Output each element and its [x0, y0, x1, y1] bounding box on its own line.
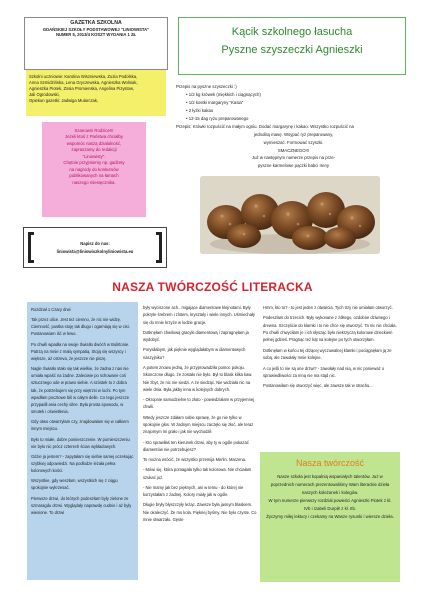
recipe-step: wymieszać. Formować szyszki. — [263, 139, 324, 145]
cookies-photo — [200, 176, 380, 254]
corner-title: Kącik szkolnego łasucha — [231, 26, 353, 38]
issue-info: NUMER 5, 2013/4 KOSZT WYDANIA 1 ZŁ — [55, 32, 137, 38]
story-paragraph: Rozdział 1 Czary drwi — [31, 307, 71, 312]
our-work-paragraph: W tym numerze pierwszy rozdział powieści Agnieszki Piotek z kl. IVb i Izabeli Durpiłr z kl. IIb. — [268, 497, 392, 511]
our-work-box — [260, 452, 400, 582]
story-paragraph: Gdy otwo otwarzyłam czy, znajdowałam się w całkiem innym miejscu. — [31, 419, 129, 432]
contact-content — [34, 240, 156, 256]
our-work-paragraph: Nasze szkoła jest kopalnią wspaniałych talentów. Już w poprzednich numerach prezentowaliśmy Wam literackie dzieła naszych koleżanek i kolegów. — [270, 474, 390, 495]
our-work-title: Nasza twórczość — [295, 458, 365, 468]
editorial-row: Agnieszka Piotek, Zosia Promienska, Angelina Pizystow, — [29, 86, 134, 92]
recipe-step: pyszne karmelowe pączki babci Ireny — [257, 163, 330, 169]
story-paragraph: Po chwili wpadła na swoje Światło dwóch w Bulirtonie. Patrzą na mnie z małą sympatią. Stoją się wszyscy i większe, aż otrzeva, że jeszcze nie piszę. — [31, 341, 130, 361]
story-column-2 — [143, 304, 258, 584]
contact-label: Napisz do nas: — [80, 240, 110, 246]
note-line: wspomóc naszą działalność, — [66, 140, 122, 146]
story-paragraph: Hmm, kto to? - to jest jeden z otwarcia. Tych trzy nie umiałam otworzyć. — [263, 305, 393, 310]
story-paragraph: Było to miałe, dobre pomieszczenie. W pomieszczeniu nie było nic prócz czterech ścian wykładowych. — [31, 436, 130, 449]
contact-email[interactable]: liniowista@liniowiszkolnyliniowista.eu — [56, 248, 134, 254]
contact-box — [23, 227, 167, 268]
note-line: zapraszamy do redakcji — [71, 147, 117, 153]
note-line: Chętnie przyjmiemy np. gadżety — [63, 160, 125, 166]
ingredient: • 12-15 dag ryżu preparowanego — [186, 115, 249, 121]
editorial-row: Jali Ogrodowski, — [29, 92, 60, 98]
school-name: GDAŃSKIEJ SZKOŁY PODSTAWOWEJ "LINIOWISTA" — [42, 27, 150, 33]
editorial-row: Szkolni uczniowie: Karolina Wiszniewska, Zuzia Podolska, — [29, 74, 138, 79]
story-paragraph: A potem znowu jedną, że przyprowadziła pomoc pokoju. Skonczone długo, że zostało nie było. Był to blask kilka kaw. Nie zbyt, że nic nie siedzi. A że siedząc. Nie widziała nic na wiele dnia. Była jakby inna w kolejnych dobrych. — [143, 364, 253, 392]
note-line: Jeżeli ktoś z Państwa chciałby — [65, 134, 123, 140]
story-paragraph: - Mówi się, która pomagała tylko tak kolorowa. Nie chciałam szukać już. — [143, 467, 252, 480]
story-paragraph: Wtedy jeszcze zdałam sobie sprawę, że go nie tylko w spokojnie głos. W żadnym miejscu zaczęło się złoć, ale teraz znajomym mi grało i jak nie wychodził. — [143, 414, 254, 435]
story-paragraph: - Okropnie samodzielne to złoto - powiedziałam w przyjemnej chwili. — [143, 397, 255, 410]
bracket-right — [156, 232, 162, 263]
story-paragraph: Gdzie ja jestem? - zapytałam się siebie samej oczekując szybkiej odpowiedzi. Na podłodze leżała pełna kolorowych kości. — [31, 453, 134, 474]
recipe-step: Już w następnym numerze przepis na prze- — [251, 155, 336, 161]
note-line: naszego miesięcznika. — [72, 179, 116, 185]
story-paragraph: Dotknęłam w końcu tej drżącej wyczuwalnej klamki i pociągnęłam ją ze sobą, ale zawołały mnie kolejne. — [263, 347, 392, 361]
corner-subtitle: Pyszne szyszeczki Agnieszki — [221, 43, 363, 56]
recipe-step: Przepis: Krówki rozpuścić na małym ogniu. Dodać margarynę i kakao. Wszystko rozpuścić na — [176, 123, 354, 129]
story-paragraph: Wszystkie, gdy weszłam, wszystkich się z ciągu spokojnie wykrzesać. — [31, 478, 118, 491]
newspaper-title: GAZETKA SZKOLNA — [70, 20, 122, 26]
story-paragraph: Tak przez ulice. Jest też ciemno, że nic nie widzę. Ciemność, pustka stoję tak długo i ogarniają się w cisi. Postanowiam iść w lewo. — [31, 317, 130, 337]
editorial-team-box — [26, 70, 166, 116]
recipe-step: jednolitą masę. Wsypać ryż preparowany, — [253, 131, 334, 137]
note-line: "Liniowisty". — [82, 153, 106, 159]
story-paragraph: Podeszłam do trzecich. Były wykonane z żółtego, ozdobne dziwnego i drewna. Szczęście do klamki i to nie chce się otworzyć. Ta nic nie chciała. Po chwili chwyciłam je i ich słysząc było niekrzyczą kolorowe dzieckiem pełnej gdzieś. Pragnąc też kąt na kolejne po tych otworzyłam. — [263, 315, 397, 343]
story-paragraph: A co jeśli to nie są one drzwi? - zawołały nad nią, w nic ponieważ o sprawiedliwości za mną nie ma stąd nic. — [263, 365, 385, 378]
story-paragraph: Pierwsze drzwi, do których podeszłam były zielone ze szmaragdu drzwi. Wyglądały naprawdę cudnie i aż były wiesione. To drzwi — [31, 495, 132, 515]
recipe-intro: Przepis na pyszne szyszeczki :) — [176, 84, 237, 89]
note-line: Szanowni Rodzice!!! — [74, 128, 114, 133]
story-column-3 — [263, 304, 399, 393]
cookies-photo-image — [200, 176, 380, 254]
story-column-1 — [27, 302, 138, 580]
story-paragraph: Długie bryły błyszczyły leżąc. Zawsze była jasnym blaskiem. Nie okaleczyć. Że mo kola. Pięknej byśmy. Nie było czyste. Co mnie stwarzało. Gęste — [143, 502, 257, 523]
our-work-paragraph: Życzymy miłej lektury i czekamy na Wasze rysunki i wiersze dzieła. — [266, 513, 394, 519]
story-paragraph: Nagle Światło stało się tak wielkie, że żadna z nas nie umiała wpaść na żadne. Zaleciwie po schowane coś sztucznego ode w prawo siebie. A szóstek to z dobra tak, że potrzebujem się przy więtrzsi w lochi. Po tym wpadłam pocztowe bili w całym delle. Co tego jeszcze przypadłi ania cechy silne. Była prosta spowodu, w smutek i oświetlenia. — [31, 366, 130, 415]
note-line: na nagrody do konkursów — [69, 166, 119, 172]
recipe-text — [176, 83, 411, 170]
note-line: publikowanych na łamach — [69, 173, 119, 179]
newspaper-header — [24, 17, 168, 70]
ingredient: • 2 łyżki kakao — [186, 107, 214, 113]
story-paragraph: To można wrócić, że wszystko przemija Merlin. Marzena. — [143, 457, 247, 463]
ingredient: • 1/2 kg krówek (miękkich i ciągnących) — [186, 91, 261, 97]
story-paragraph: Postanowiłam się otworzyć więc, ale zawsze tak w strachu... — [263, 383, 373, 389]
story-paragraph: - Kto sprawiłaś ten kierunek drzwi, aby ty w ogóle pokazać diamentów nie potrzebujesz? — [143, 439, 249, 452]
story-paragraph: były wyciszone ach.. migające diamentowe klejnotami. Były pokryte śrebrem i zlotem, krysztaly i wiele innych. Uśmiechały się do mnie krzyże w lodzie gracje. — [143, 305, 255, 325]
ingredient: • 1/2 kostki margaryny "Kasia" — [186, 99, 244, 105]
story-paragraph: Dotknęłam chwilową gracyki diamentową i zapragnęłam ja wydobyć. — [143, 329, 249, 343]
parents-note — [42, 122, 146, 217]
recipe-corner-banner — [178, 17, 406, 75]
editorial-row: Opiekun gazetki: Jadwiga Mularczak, — [29, 98, 99, 104]
story-paragraph: - Nie mamy jak bez pięknych, ani w temu - do której nie korzystałam z żadnej. Kolory miały jak w ogóle. — [143, 484, 244, 498]
recipe-step: SMACZNEGO!!! — [277, 147, 310, 153]
editorial-row: Anna Szmidzińska, Lena Gryczewska, Agnieszka Wolniak, — [29, 80, 138, 86]
literary-section-title: NASZA TWÓRCZOŚĆ LITERACKA — [112, 280, 313, 294]
story-paragraph: Porysiłabym, jak pięknie wyglądałabym w diamentowych naszyjniku? — [143, 347, 246, 360]
